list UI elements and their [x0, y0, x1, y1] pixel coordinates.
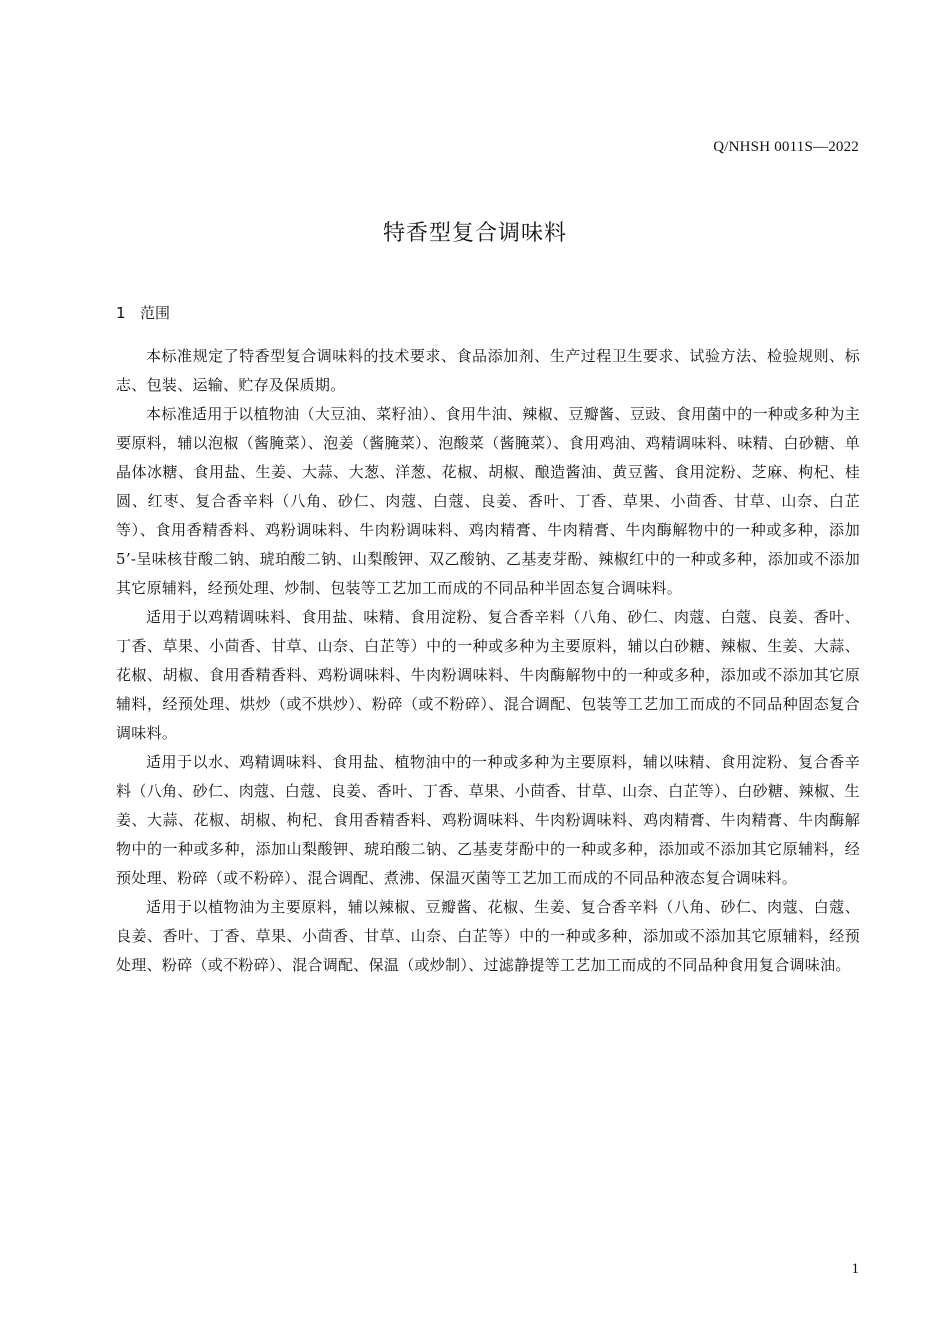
paragraph-seasoning-oil: 适用于以植物油为主要原料，辅以辣椒、豆瓣酱、花椒、生姜、复合香辛料（八角、砂仁、肉蔻、白蔻、良姜、香叶、丁香、草果、小茴香、甘草、山奈、白芷等）中的一种或多种，添加或不添加其它原辅料，经预处理、粉碎（或不粉碎）、混合调配、保温（或炒制）、过滤静提等工艺加工而成的不同品种食用复合调味油。 [116, 898, 860, 974]
paragraph-liquid-seasoning: 适用于以水、鸡精调味料、食用盐、植物油中的一种或多种为主要原料，辅以味精、食用淀粉、复合香辛料（八角、砂仁、肉蔻、白蔻、良姜、香叶、丁香、草果、小茴香、甘草、山奈、白芷等）、白砂糖、辣椒、生姜、大蒜、花椒、胡椒、枸杞、食用香精香料、鸡粉调味料、牛肉粉调味料、鸡肉精膏、牛肉精膏、牛肉酶解物中的一种或多种，添加山梨酸钾、琥珀酸二钠、乙基麦芽酚中的一种或多种，添加或不添加其它原辅料，经预处理、粉碎（或不粉碎）、混合调配、煮沸、保温灭菌等工艺加工而成的不同品种液态复合调味料。 [116, 753, 860, 887]
paragraph-solid-seasoning: 适用于以鸡精调味料、食用盐、味精、食用淀粉、复合香辛料（八角、砂仁、肉蔻、白蔻、良姜、香叶、丁香、草果、小茴香、甘草、山奈、白芷等）中的一种或多种为主要原料，辅以白砂糖、辣椒、生姜、大蒜、花椒、胡椒、食用香精香料、鸡粉调味料、牛肉粉调味料、牛肉酶解物中的一种或多种，添加或不添加其它原辅料，经预处理、烘炒（或不烘炒）、粉碎（或不粉碎）、混合调配、包装等工艺加工而成的不同品种固态复合调味料。 [116, 608, 860, 742]
section-title: 范围 [140, 304, 171, 322]
paragraph-semi-solid-seasoning: 本标准适用于以植物油（大豆油、菜籽油）、食用牛油、辣椒、豆瓣酱、豆豉、食用菌中的一种或多种为主要原料，辅以泡椒（酱腌菜）、泡姜（酱腌菜）、泡酸菜（酱腌菜）、食用鸡油、鸡精调味料、味精、白砂糖、单晶体冰糖、食用盐、生姜、大蒜、大葱、洋葱、花椒、胡椒、酿造酱油、黄豆酱、食用淀粉、芝麻、枸杞、桂圆、红枣、复合香辛料（八角、砂仁、肉蔻、白蔻、良姜、香叶、丁香、草果、小茴香、甘草、山奈、白芷等）、食用香精香料、鸡粉调味料、牛肉粉调味料、鸡肉精膏、牛肉精膏、牛肉酶解物中的一种或多种，添加5’-呈味核苷酸二钠、琥珀酸二钠、山梨酸钾、双乙酸钠、乙基麦芽酚、辣椒红中的一种或多种，添加或不添加其它原辅料，经预处理、炒制、包装等工艺加工而成的不同品种半固态复合调味料。 [116, 405, 860, 597]
section-heading [116, 302, 170, 323]
standard-code: Q/NHSH 0011S—2022 [713, 139, 859, 155]
paragraph-scope-definition: 本标准规定了特香型复合调味料的技术要求、食品添加剂、生产过程卫生要求、试验方法、检验规则、标志、包装、运输、贮存及保质期。 [116, 347, 860, 394]
document-title: 特香型复合调味料 [382, 221, 567, 246]
section-body [116, 342, 860, 980]
page-number: 1 [851, 1261, 859, 1277]
section-number: 1 [116, 304, 126, 322]
